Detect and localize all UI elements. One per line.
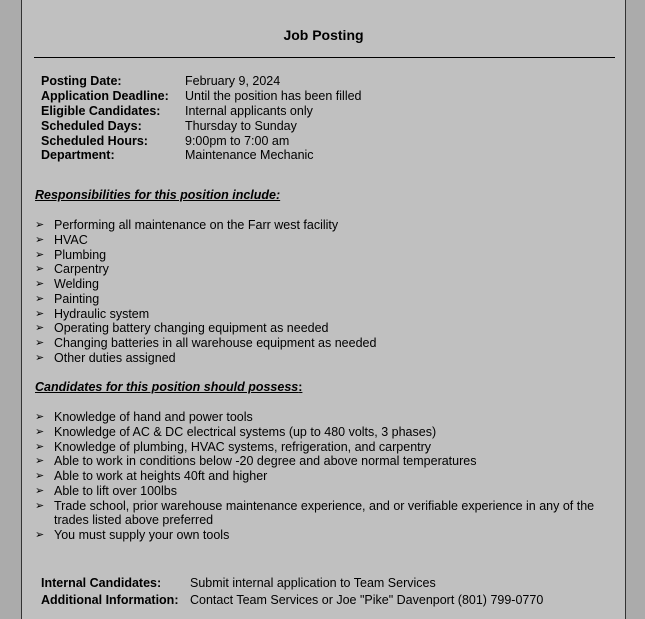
info-row-eligible-candidates xyxy=(41,104,362,119)
info-label: Additional Information: xyxy=(41,593,179,607)
responsibilities-heading: Responsibilities for this position include: xyxy=(35,188,281,202)
list-item: ➢ Able to lift over 100lbs xyxy=(35,483,177,498)
document-page xyxy=(21,0,626,619)
posting-info xyxy=(41,74,362,163)
arrow-bullet-icon: ➢ xyxy=(35,411,45,423)
list-item: ➢ You must supply your own tools xyxy=(35,528,230,542)
list-item: ➢ HVAC xyxy=(35,232,88,247)
document-title: Job Posting xyxy=(283,27,364,43)
info-value: February 9, 2024 xyxy=(185,74,281,88)
responsibilities-list xyxy=(35,218,620,366)
arrow-bullet-icon: ➢ xyxy=(35,292,45,305)
arrow-bullet-icon: ➢ xyxy=(35,425,45,438)
list-item: ➢ Knowledge of AC & DC electrical systems (up to 480 volts, 3 phases) xyxy=(35,424,437,439)
list-item: ➢ Changing batteries in all warehouse equipment as needed xyxy=(35,336,377,350)
candidates-heading: Candidates for this position should possess: xyxy=(35,380,303,394)
list-item: ➢ Operating battery changing equipment as needed xyxy=(35,321,329,336)
arrow-bullet-icon: ➢ xyxy=(35,470,45,482)
arrow-bullet-icon: ➢ xyxy=(35,278,45,290)
arrow-bullet-icon: ➢ xyxy=(35,351,45,364)
list-item: ➢ Hydraulic system xyxy=(35,306,150,321)
info-row-posting-date xyxy=(41,74,362,89)
candidates-list xyxy=(35,410,620,543)
list-item: ➢ Carpentry xyxy=(35,262,109,277)
info-value: Contact Team Services or Joe "Pike" Davenport (801) 799-0770 xyxy=(190,593,544,607)
list-item: ➢ Able to work at heights 40ft and higher xyxy=(35,469,268,483)
info-label: Posting Date: xyxy=(41,74,122,88)
info-row-application-deadline xyxy=(41,89,362,104)
info-label: Internal Candidates: xyxy=(41,576,162,590)
list-item: ➢ Knowledge of plumbing, HVAC systems, refrigeration, and carpentry xyxy=(35,439,432,454)
info-label: Application Deadline: xyxy=(41,88,169,103)
arrow-bullet-icon: ➢ xyxy=(35,263,45,276)
info-value: Maintenance Mechanic xyxy=(185,148,314,163)
arrow-bullet-icon: ➢ xyxy=(35,219,45,231)
additional-information-row xyxy=(41,593,543,607)
arrow-bullet-icon: ➢ xyxy=(35,529,45,541)
info-row-scheduled-days xyxy=(41,119,362,134)
arrow-bullet-icon: ➢ xyxy=(35,440,45,453)
arrow-bullet-icon: ➢ xyxy=(35,233,45,246)
list-item: ➢ Other duties assigned xyxy=(35,350,176,365)
internal-candidates-row xyxy=(41,576,436,590)
list-item: ➢ Plumbing xyxy=(35,247,107,262)
arrow-bullet-icon: ➢ xyxy=(35,307,45,320)
list-item: ➢ Knowledge of hand and power tools xyxy=(35,410,253,424)
info-value: Until the position has been filled xyxy=(185,88,362,103)
list-item: ➢ Performing all maintenance on the Farr west facility xyxy=(35,218,339,232)
info-label: Eligible Candidates: xyxy=(41,103,161,118)
list-item: ➢ Welding xyxy=(35,277,99,291)
arrow-bullet-icon: ➢ xyxy=(35,455,45,468)
arrow-bullet-icon: ➢ xyxy=(35,248,45,261)
info-value: Internal applicants only xyxy=(185,103,313,118)
info-value: 9:00pm to 7:00 am xyxy=(185,133,290,148)
info-row-department xyxy=(41,148,362,163)
title-divider xyxy=(34,57,615,58)
arrow-bullet-icon: ➢ xyxy=(35,337,45,349)
list-item: ➢ Able to work in conditions below -20 degree and above normal temperatures xyxy=(35,454,477,469)
list-item: ➢ Trade school, prior warehouse maintenance experience, and or verifiable experience in any of the trades listed above preferred xyxy=(35,498,595,528)
info-row-scheduled-hours xyxy=(41,134,362,149)
info-label: Scheduled Hours: xyxy=(41,133,148,148)
arrow-bullet-icon: ➢ xyxy=(35,322,45,335)
info-value: Submit internal application to Team Services xyxy=(190,576,436,590)
arrow-bullet-icon: ➢ xyxy=(35,499,45,512)
arrow-bullet-icon: ➢ xyxy=(35,484,45,497)
info-label: Scheduled Days: xyxy=(41,118,142,133)
list-item: ➢ Painting xyxy=(35,291,100,306)
info-label: Department: xyxy=(41,148,115,163)
info-value: Thursday to Sunday xyxy=(185,118,297,133)
